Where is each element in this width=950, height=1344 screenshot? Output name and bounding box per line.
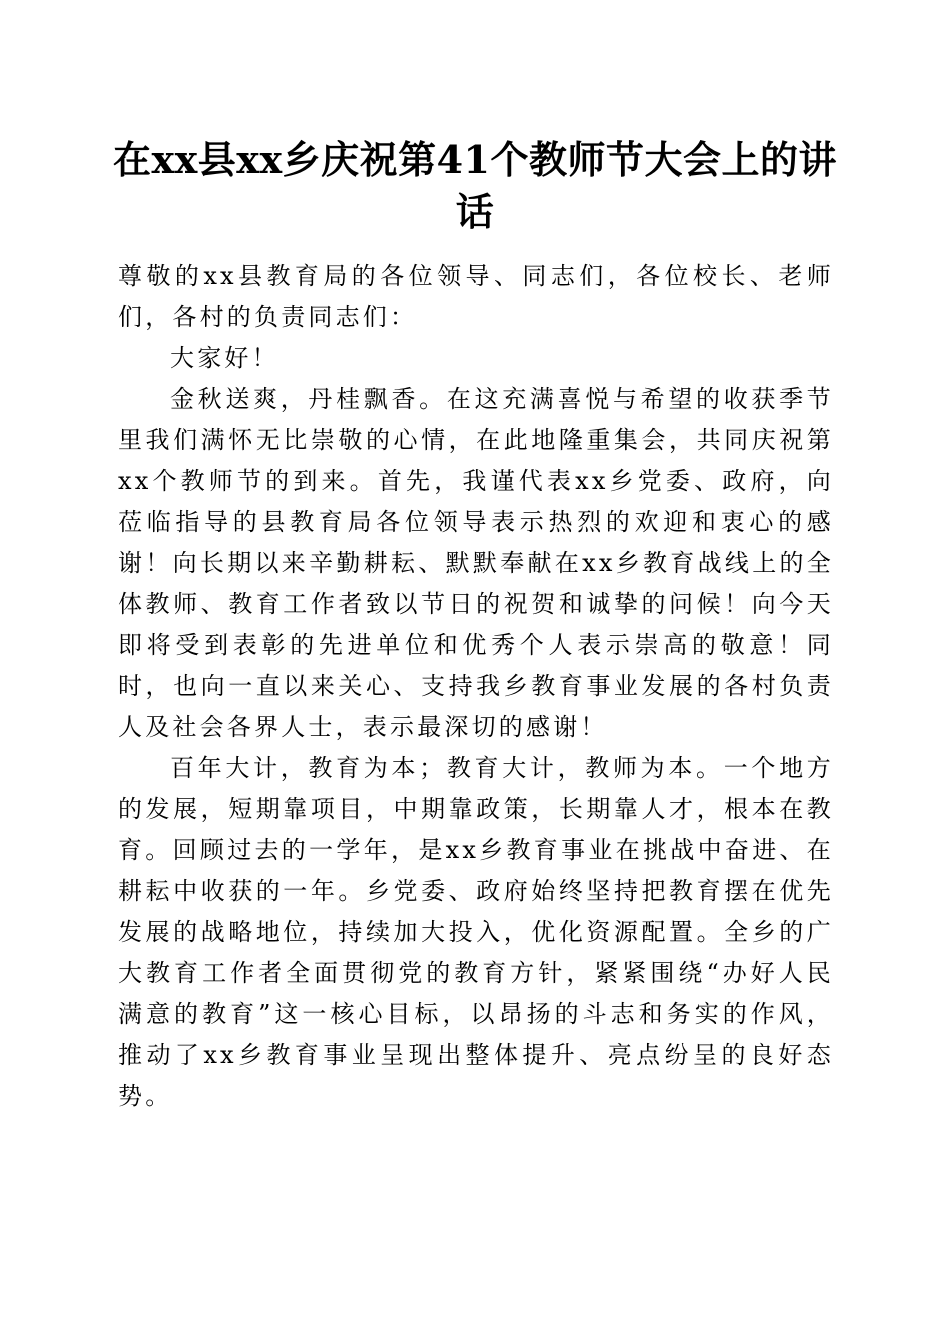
greeting: 大家好！ (170, 344, 279, 372)
salutation: 尊敬的xx县教育局的各位领导、同志们，各位校长、老师们，各村的负责同志们： (118, 262, 834, 331)
paragraph-2: 百年大计，教育为本；教育大计，教师为本。一个地方的发展，短期靠项目，中期靠政策，长期靠人才，根本在教育。回顾过去的一学年，是xx乡教育事业在挑战中奋进、在耕耘中收获的一年。乡党委、政府始终坚持把教育摆在优先发展的战略地位，持续加大投入，优化资源配置。全乡的广大教育工作者全面贯彻党的教育方针，紧紧围绕“办好人民满意的教育”这一核心目标，以昂扬的斗志和务实的作风，推动了xx乡教育事业呈现出整体提升、亮点纷呈的良好态势。 (118, 754, 834, 1110)
document-title: 在xx县xx乡庆祝第41个教师节大会上的讲话 (112, 137, 837, 234)
document-body (118, 256, 834, 1117)
paragraph-1: 金秋送爽，丹桂飘香。在这充满喜悦与希望的收获季节里我们满怀无比崇敬的心情，在此地隆重集会，共同庆祝第xx个教师节的到来。首先，我谨代表xx乡党委、政府，向莅临指导的县教育局各位领导表示热烈的欢迎和衷心的感谢！向长期以来辛勤耕耘、默默奉献在xx乡教育战线上的全体教师、教育工作者致以节日的祝贺和诚挚的问候！向今天即将受到表彰的先进单位和优秀个人表示崇高的敬意！同时，也向一直以来关心、支持我乡教育事业发展的各村负责人及社会各界人士，表示最深切的感谢！ (118, 385, 834, 741)
